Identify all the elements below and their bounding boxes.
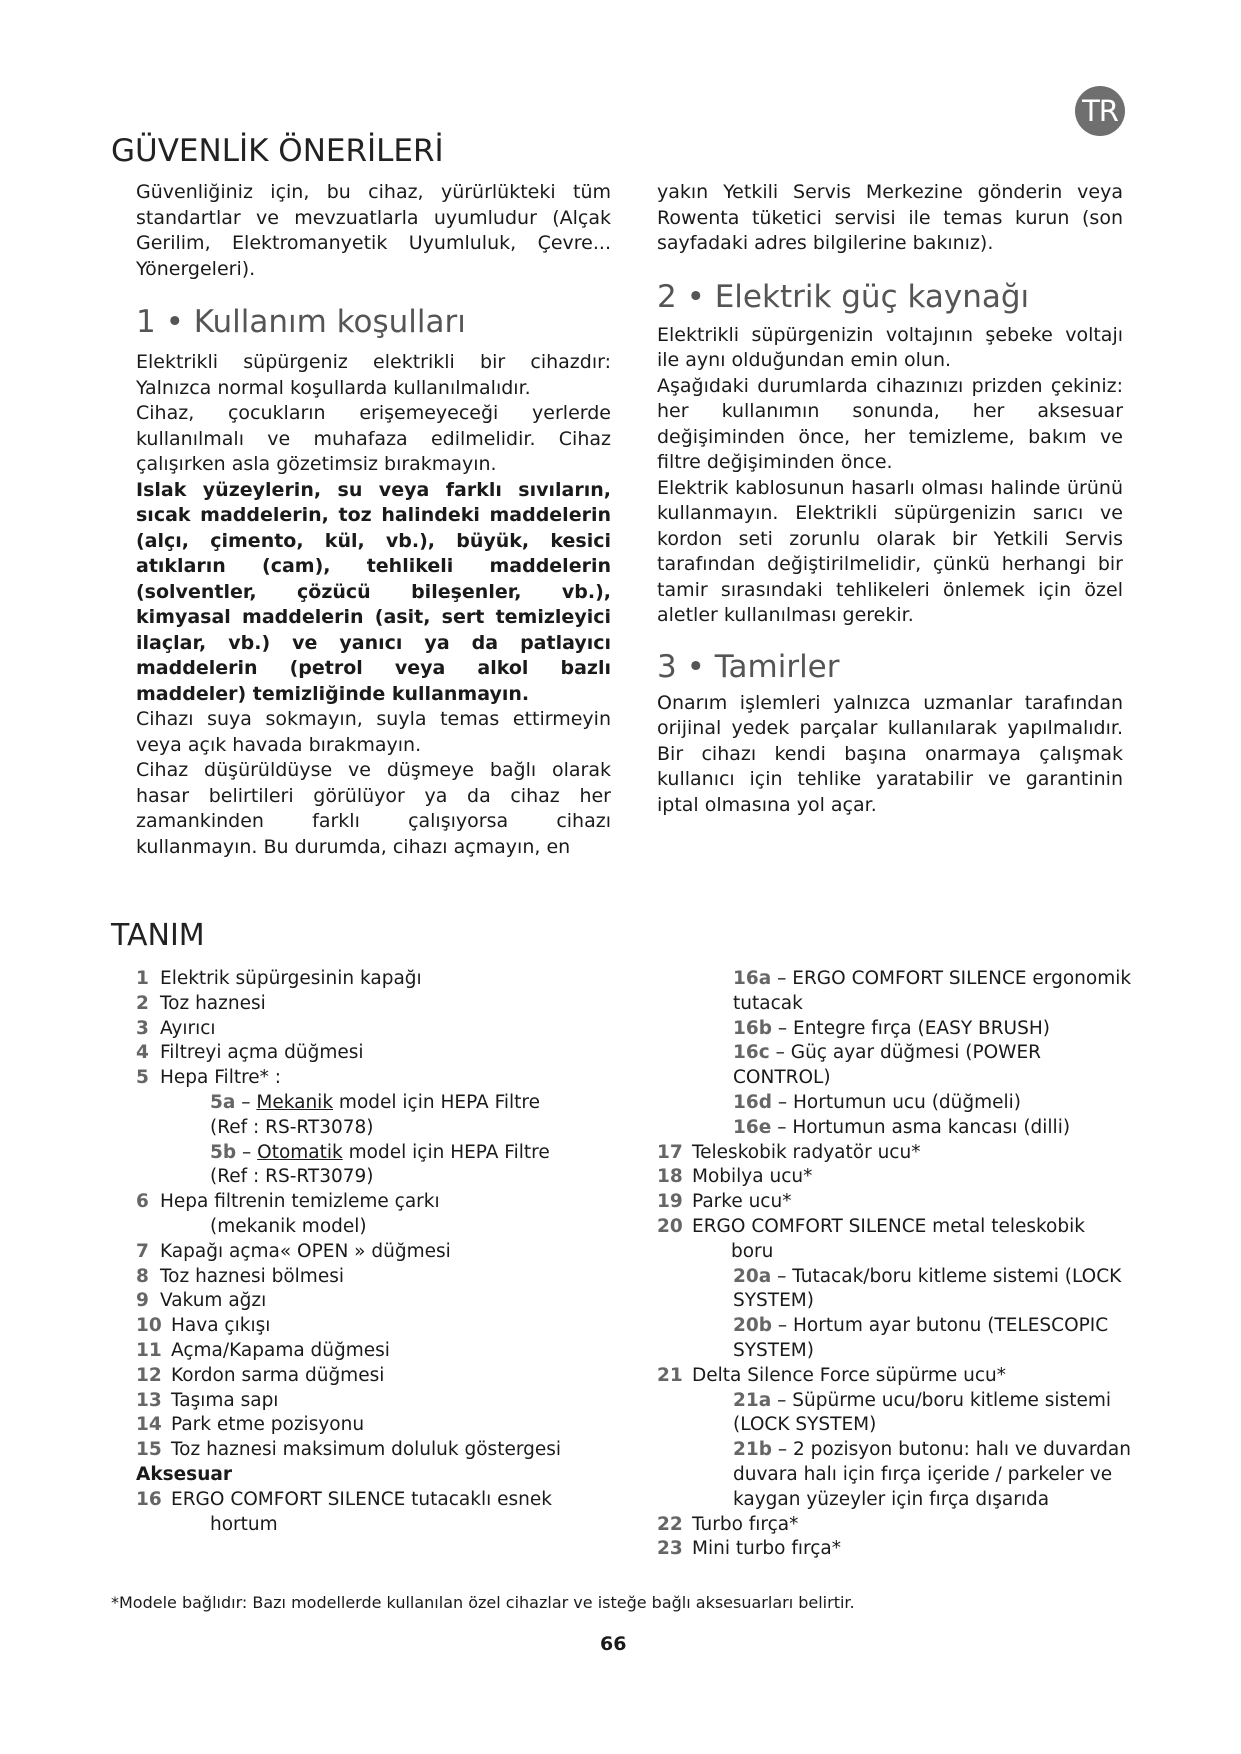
list-item-16a: 16a – ERGO COMFORT SILENCE ergonomik xyxy=(733,968,1132,989)
accessories-label: Aksesuar xyxy=(136,1463,232,1485)
s1-paragraph-2: Cihaz, çocukların erişemeyeceği yerlerde kullanılmalı ve muhafaza edilmelidir. Cihaz çalışırken asla gözetimsiz bırakmayın. xyxy=(136,402,611,475)
list-item: 4 Filtreyi açma düğmesi xyxy=(136,1042,364,1064)
list-item: 13 Taşıma sapı xyxy=(136,1389,279,1411)
right-paragraph-0: yakın Yetkili Servis Merkezine gönderin veya Rowenta tüketici servisi ile temas kurun (son sayfadaki adres bilgilerine bakınız). xyxy=(657,181,1123,254)
safety-intro: Güvenliğiniz için, bu cihaz, yürürlükteki tüm standartlar ve mevzuatlarla uyumludur (Alçak Gerilim, Elektromanyetik Uyumluluk, Çevre... Yönergeleri). xyxy=(136,181,611,280)
safety-left-column xyxy=(136,180,611,860)
list-item-21b-cont: duvara halı için fırça içeride / parkeler ve xyxy=(733,1463,1113,1485)
list-item: 2 Toz haznesi xyxy=(136,992,266,1014)
list-item: 8 Toz haznesi bölmesi xyxy=(136,1265,344,1287)
s1-paragraph-1: Elektrikli süpürgeniz elektrikli bir cihazdır: Yalnızca normal koşullarda kullanılmalıdır. xyxy=(136,351,611,399)
s3-paragraph-1: Onarım işlemleri yalnızca uzmanlar tarafından orijinal yedek parçalar kullanılarak yapılmalıdır. Bir cihazı kendi başına onarmaya çalışmak kullanıcı için tehlike yaratabilir ve garantinin iptal olmasına yol açar. xyxy=(657,691,1123,816)
list-item-16-cont: hortum xyxy=(210,1513,278,1535)
list-item: 17 Teleskobik radyatör ucu* xyxy=(657,1141,921,1163)
list-item-16b: 16b – Entegre fırça (EASY BRUSH) xyxy=(733,1017,1050,1039)
description-title: TANIM xyxy=(111,918,205,953)
s1-paragraph-4: Cihaz düşürüldüyse ve düşmeye bağlı olarak hasar belirtileri görülüyor ya da cihaz her zamankinden farklı çalışıyorsa cihazı kullanmayın. Bu durumda, cihazı açmayın, en xyxy=(136,759,611,858)
list-item: 15 Toz haznesi maksimum doluluk göstergesi xyxy=(136,1439,562,1461)
list-item: 7 Kapağı açma« OPEN » düğmesi xyxy=(136,1240,451,1262)
s1-warning-bold: Islak yüzeylerin, su veya farklı sıvıların, sıcak maddelerin, toz halindeki maddelerin (alçı, çimento, kül, vb.), büyük, kesici atıkların (cam), tehlikeli maddelerin (solventler, çözücü bileşenler, vb.), kimyasal maddelerin (asit, sert temizleyici ilaçlar, vb.) ve yanıcı ya da patlayıcı maddelerin (petrol veya alkol bazlı maddeler) temizliğinde kullanmayın. xyxy=(136,478,611,705)
safety-title: GÜVENLİK ÖNERİLERİ xyxy=(111,133,444,169)
language-badge: TR xyxy=(1075,86,1125,136)
list-item: 18 Mobilya ucu* xyxy=(657,1166,813,1188)
list-item: 22 Turbo fırça* xyxy=(657,1513,799,1535)
list-item: 19 Parke ucu* xyxy=(657,1191,792,1213)
description-right-list xyxy=(657,967,1137,1562)
list-item: 14 Park etme pozisyonu xyxy=(136,1414,365,1436)
list-item-21b-cont2: kaygan yüzeyler için fırça dışarıda xyxy=(733,1488,1050,1510)
list-item-21: 21 Delta Silence Force süpürme ucu* xyxy=(657,1364,1007,1386)
s1-paragraph-3: Cihazı suya sokmayın, suyla temas ettirmeyin veya açık havada bırakmayın. xyxy=(136,708,611,756)
list-item: 5 Hepa Filtre* : xyxy=(136,1067,282,1089)
list-item-20a-cont: SYSTEM) xyxy=(733,1290,814,1312)
list-item-16a-cont: tutacak xyxy=(733,992,803,1014)
section-3-title: 3 • Tamirler xyxy=(657,648,840,685)
list-item-5a: 5a – Mekanik model için HEPA Filtre xyxy=(210,1091,540,1113)
list-item-6: 6 Hepa filtrenin temizleme çarkı xyxy=(136,1191,440,1213)
list-item-21a-cont: (LOCK SYSTEM) xyxy=(733,1414,877,1436)
list-item: 3 Ayırıcı xyxy=(136,1017,216,1039)
description-left-list xyxy=(136,967,606,1537)
list-item: 12 Kordon sarma düğmesi xyxy=(136,1364,385,1386)
list-item: 1 Elektrik süpürgesinin kapağı xyxy=(136,968,422,989)
s2-paragraph-2: Aşağıdaki durumlarda cihazınızı prizden çekiniz: her kullanımın sonunda, her aksesuar değişiminden önce, her temizleme, bakım ve filtre değişiminden önce. xyxy=(657,374,1123,473)
s2-paragraph-3: Elektrik kablosunun hasarlı olması halinde ürünü kullanmayın. Elektrikli süpürgenizin sarıcı ve kordon seti zorunlu olarak bir Yetkili Servis tarafından değiştirilmelidir, çünkü herhangi bir tamir sırasındaki tehlikeleri önlemek için özel aletler kullanılması gerekir. xyxy=(657,476,1123,626)
section-2-title: 2 • Elektrik güç kaynağı xyxy=(657,278,1030,315)
list-item: 10 Hava çıkışı xyxy=(136,1315,271,1337)
list-item-20b-cont: SYSTEM) xyxy=(733,1339,814,1361)
footnote: *Modele bağlıdır: Bazı modellerde kullanılan özel cihazlar ve isteğe bağlı aksesuarları belirtir. xyxy=(111,1593,855,1612)
list-item-20b: 20b – Hortum ayar butonu (TELESCOPIC xyxy=(733,1315,1109,1337)
page-number: 66 xyxy=(600,1633,627,1655)
list-item-5b: 5b – Otomatik model için HEPA Filtre xyxy=(210,1141,550,1163)
list-item-20a: 20a – Tutacak/boru kitleme sistemi (LOCK xyxy=(733,1265,1122,1287)
list-item-21b: 21b – 2 pozisyon butonu: halı ve duvardan xyxy=(733,1439,1131,1461)
list-item: 11 Açma/Kapama düğmesi xyxy=(136,1339,390,1361)
list-item-16: 16 ERGO COMFORT SILENCE tutacaklı esnek xyxy=(136,1488,552,1510)
safety-right-column xyxy=(657,180,1123,818)
list-item-20: 20 ERGO COMFORT SILENCE metal teleskobik xyxy=(657,1215,1085,1237)
list-item-21a: 21a – Süpürme ucu/boru kitleme sistemi xyxy=(733,1389,1112,1411)
list-item-16e: 16e – Hortumun asma kancası (dilli) xyxy=(733,1116,1071,1138)
section-1-title: 1 • Kullanım koşulları xyxy=(136,304,466,340)
list-item-6-cont: (mekanik model) xyxy=(210,1215,367,1237)
list-item-16c: 16c – Güç ayar düğmesi (POWER CONTROL) xyxy=(733,1042,1042,1089)
list-item: 23 Mini turbo fırça* xyxy=(657,1538,841,1560)
list-item-20-cont: boru xyxy=(731,1240,774,1262)
list-item-5a-ref: (Ref : RS-RT3078) xyxy=(210,1116,374,1138)
list-item: 9 Vakum ağzı xyxy=(136,1290,267,1312)
s2-paragraph-1: Elektrikli süpürgenizin voltajının şebeke voltajı ile aynı olduğundan emin olun. xyxy=(657,323,1123,371)
list-item-5b-ref: (Ref : RS-RT3079) xyxy=(210,1166,374,1188)
list-item-16d: 16d – Hortumun ucu (düğmeli) xyxy=(733,1091,1022,1113)
